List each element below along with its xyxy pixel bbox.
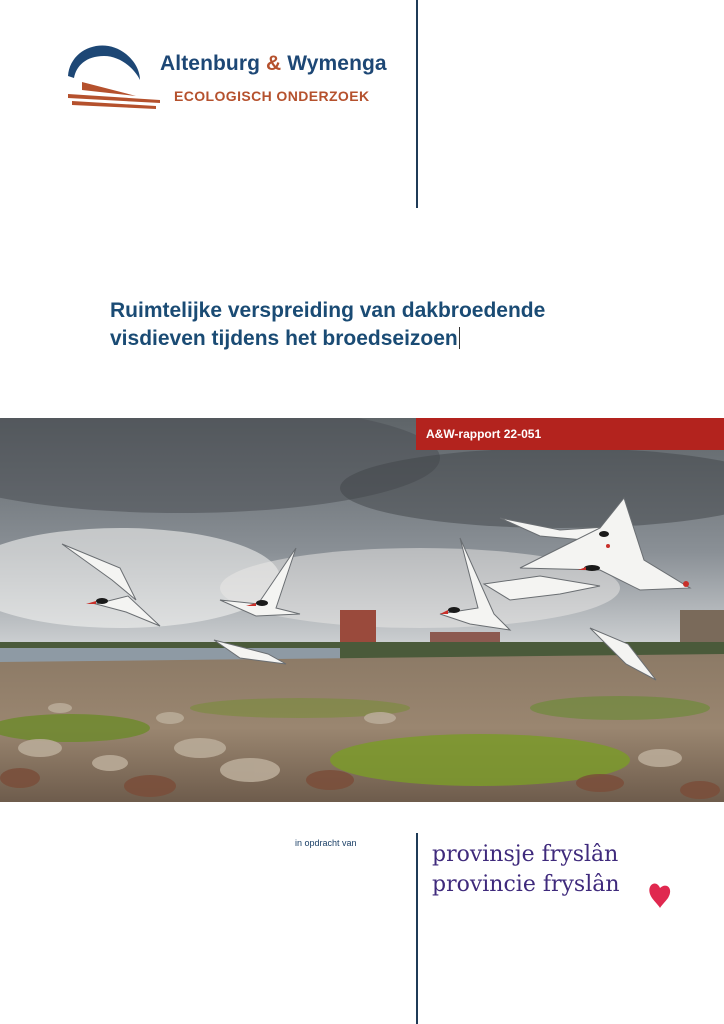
- client-name-dutch: provincie fryslân: [432, 872, 620, 897]
- text-caret: [459, 327, 460, 349]
- client-logo-provincie: [432, 840, 620, 900]
- report-title: [110, 297, 670, 353]
- report-title-line-2: visdieven tijdens het broedseizoen: [110, 327, 458, 350]
- logo-swoosh-icon: [64, 38, 164, 114]
- cover-photo-terns: [0, 418, 724, 802]
- vertical-divider-bottom: [416, 833, 418, 1024]
- client-name-frisian: provinsje fryslân: [432, 842, 619, 867]
- heart-icon: [648, 880, 672, 910]
- report-title-line-1: Ruimtelijke verspreiding van dakbroedende: [110, 299, 546, 322]
- logo-company-name: Altenburg & Wymenga: [160, 52, 387, 75]
- vertical-divider-top: [416, 0, 418, 208]
- logo-subtitle: ECOLOGISCH ONDERZOEK: [174, 88, 370, 104]
- report-number-badge: A&W-rapport 22-051: [416, 418, 724, 450]
- commissioned-by-label: in opdracht van: [295, 838, 357, 848]
- company-logo: [64, 38, 404, 118]
